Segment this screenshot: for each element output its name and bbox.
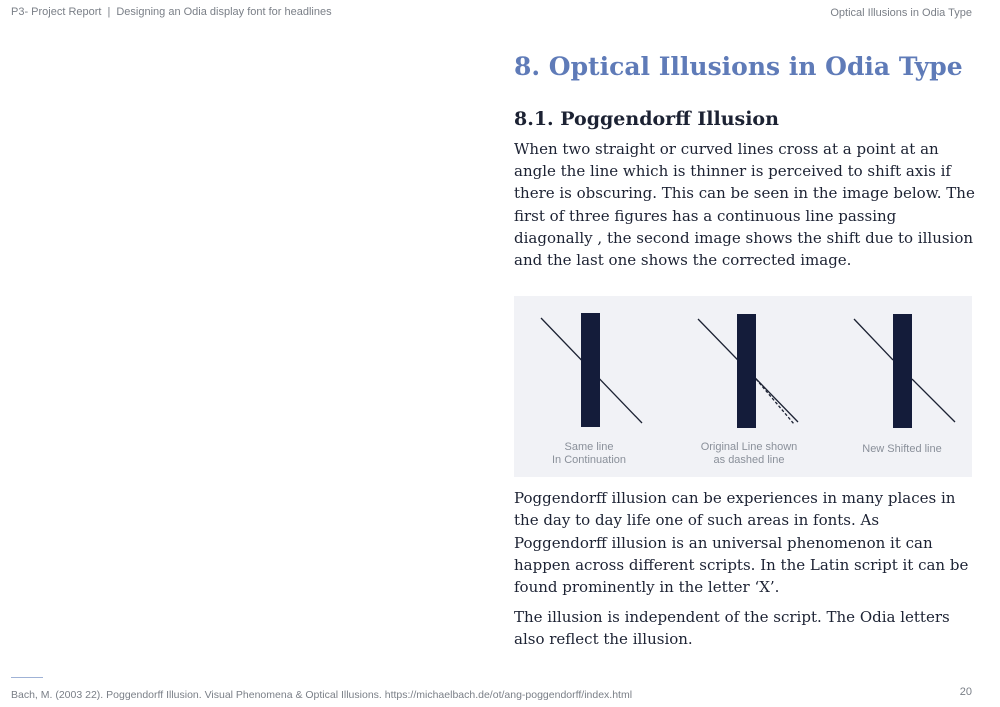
occluding-bar-2 (737, 314, 756, 428)
subsection-title: 8.1. Poggendorff Illusion (514, 108, 779, 130)
caption-line: Original Line shown (700, 441, 798, 454)
footer-rule (11, 677, 43, 678)
body-paragraph-2: Poggendorff illusion can be experiences in many places in the day to day life one of such areas in fonts. As Poggendorff illusion is an universal phenomenon it can happen across different scripts. In the Latin script it can be found prominently in the letter ‘X’. (514, 489, 969, 597)
footnote-reference: Bach, M. (2003 22). Poggendorff Illusion. Visual Phenomena & Optical Illusions. https://michaelbach.de/ot/ang-poggendorff/index.html (11, 689, 633, 701)
caption-line: as dashed line (713, 454, 785, 467)
header-separator: | (107, 6, 111, 18)
poggendorff-figure (514, 296, 972, 477)
diagonal-line-shifted-right (912, 379, 955, 422)
intro-paragraph: When two straight or curved lines cross at a point at an angle the line which is thinner is perceived to shift axis if there is obscuring. This can be seen in the image below. The first of three figures has a continuous line passing diagonally , the second image shows the shift due to illusion and the last one shows the corrected image. (514, 140, 975, 270)
caption-line: Same line (564, 441, 614, 454)
report-label: P3- Project Report (11, 6, 102, 18)
caption-panel-3 (847, 443, 957, 456)
caption-line: New Shifted line (862, 443, 942, 456)
section-header: Optical Illusions in Odia Type (830, 7, 972, 19)
caption-panel-2 (684, 441, 814, 467)
body-paragraph-3: The illusion is independent of the script. The Odia letters also reflect the illusion. (514, 608, 950, 649)
caption-panel-1 (534, 441, 644, 467)
report-subtitle: Designing an Odia display font for headlines (116, 6, 332, 18)
dashed-line (756, 379, 794, 424)
page-title: 8. Optical Illusions in Odia Type (514, 52, 963, 81)
diagonal-line-shifted-left (854, 319, 893, 360)
page-number: 20 (959, 686, 972, 698)
occluding-bar-1 (581, 313, 600, 427)
page-header-left (11, 6, 332, 18)
caption-line: In Continuation (552, 454, 626, 467)
main-content (514, 50, 976, 651)
occluding-bar-3 (893, 314, 912, 428)
